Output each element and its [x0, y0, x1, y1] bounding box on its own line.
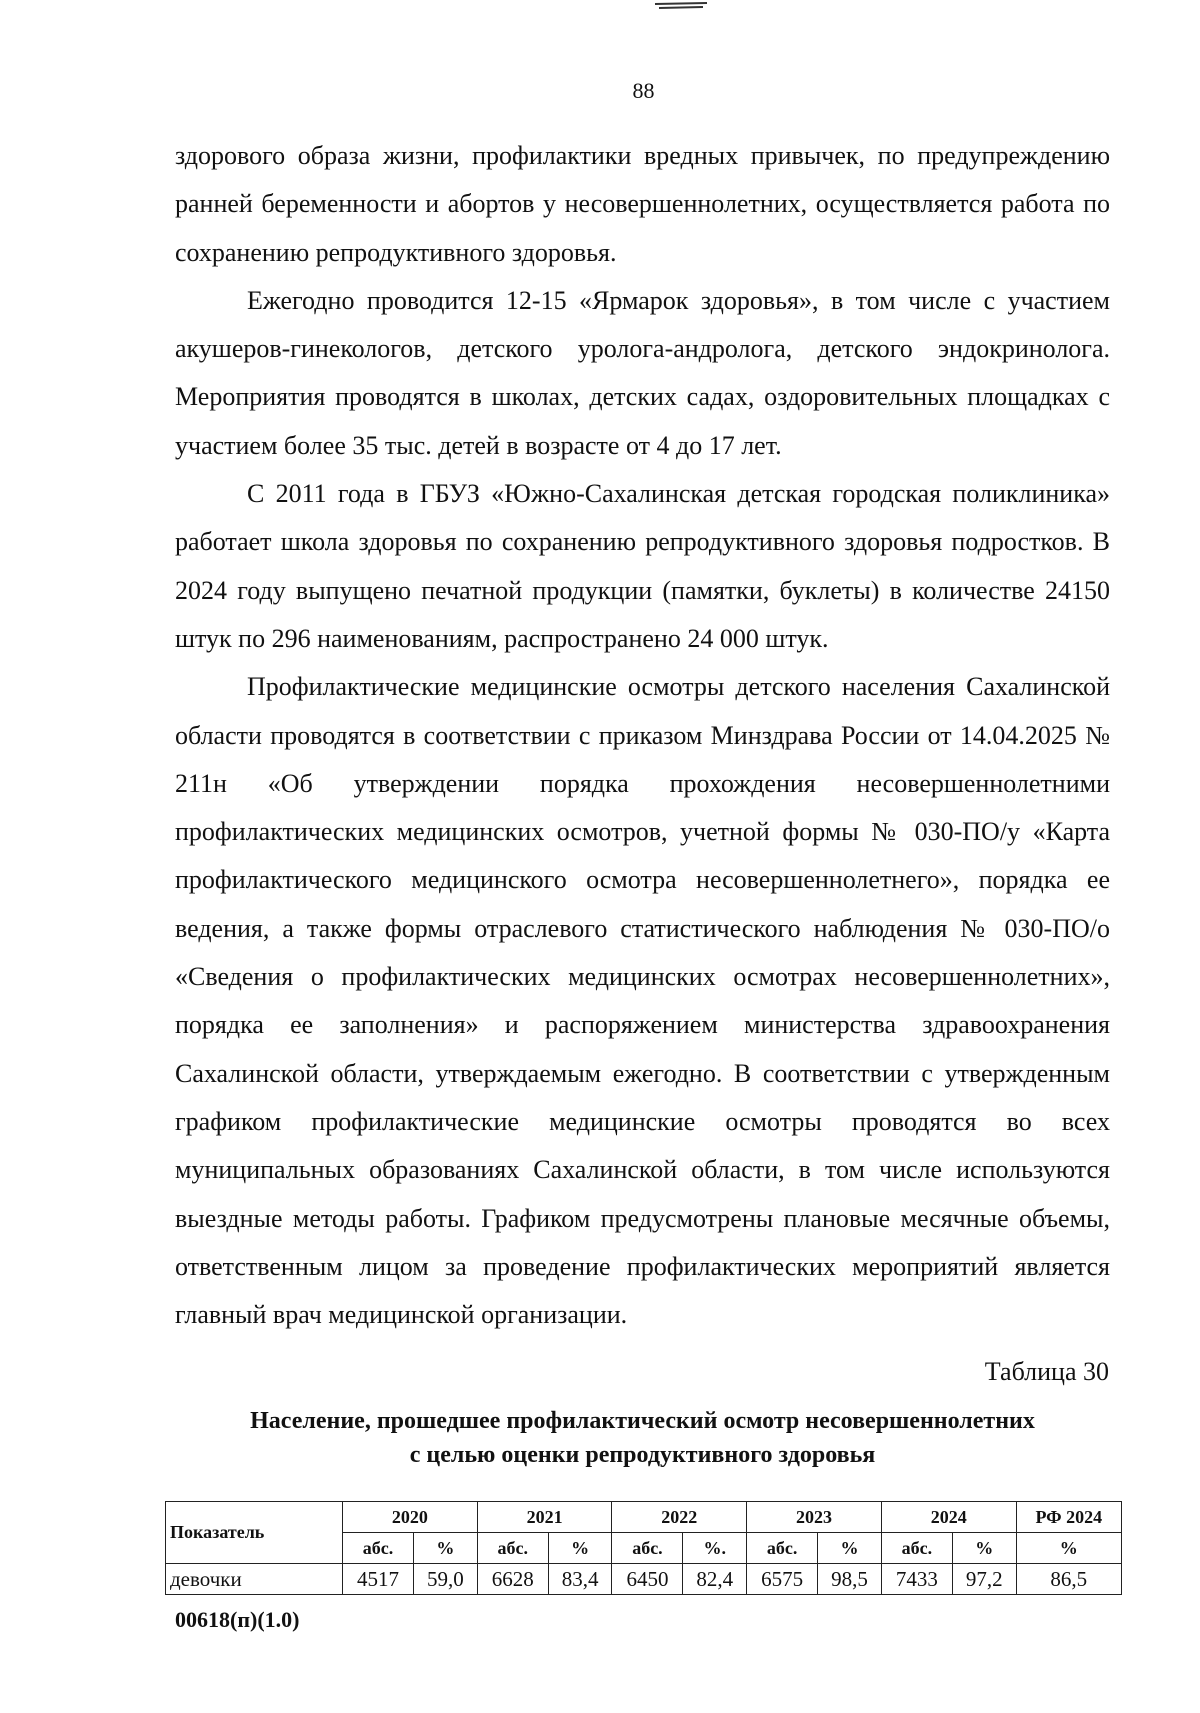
subheader-percent: %: [1016, 1533, 1121, 1564]
column-header-year: 2023: [747, 1502, 882, 1533]
table-cell: 4517: [343, 1564, 414, 1595]
paragraph: Профилактические медицинские осмотры детского населения Сахалинской области проводятся в соответствии с приказом Минздрава России от 14.04.2025 № 211н «Об утверждении порядка прохождения несовершеннолетними профилактических медицинских осмотров, учетной формы № 030-ПО/у «Карта профилактического медицинского осмотра несовершеннолетнего», порядка ее ведения, а также формы отраслевого статистического наблюдения № 030-ПО/о «Сведения о профилактических медицинских осмотрах несовершеннолетних», порядка ее заполнения» и распоряжением министерства здравоохранения Сахалинской области, утверждаемым ежегодно. В соответствии с утвержденным графиком профилактические медицинские осмотры проводятся во всех муниципальных образованиях Сахалинской области, в том числе используются выездные методы работы. Графиком предусмотрены плановые месячные объемы, ответственным лицом за проведение профилактических мероприятий является главный врач медицинской организации.: [175, 672, 1110, 1330]
subheader-percent: %: [952, 1533, 1016, 1564]
table-cell: 98,5: [818, 1564, 882, 1595]
table-header-row: [166, 1502, 1122, 1533]
paragraph: здорового образа жизни, профилактики вредных привычек, по предупреждению ранней беременности и абортов у несовершеннолетних, осуществляется работа по сохранению репродуктивного здоровья.: [175, 141, 1110, 267]
table-title: [175, 1404, 1110, 1472]
table-cell: 59,0: [414, 1564, 478, 1595]
page-number: 88: [632, 78, 655, 103]
table-cell: 6575: [747, 1564, 818, 1595]
table-cell: 6450: [612, 1564, 683, 1595]
body-text: [175, 132, 1110, 1339]
subheader-abs: абс.: [612, 1533, 683, 1564]
table-cell: 97,2: [952, 1564, 1016, 1595]
subheader-abs: абс.: [477, 1533, 548, 1564]
table-cell: 7433: [881, 1564, 952, 1595]
subheader-percent: %: [818, 1533, 882, 1564]
table-cell: 83,4: [548, 1564, 612, 1595]
data-table: [165, 1501, 1122, 1595]
document-code: 00618(п)(1.0): [175, 1607, 300, 1632]
table-cell: 86,5: [1016, 1564, 1121, 1595]
column-header-year: 2021: [477, 1502, 612, 1533]
subheader-percent: %.: [683, 1533, 747, 1564]
subheader-abs: абс.: [747, 1533, 818, 1564]
scan-mark: [653, 0, 709, 12]
table-title-line: Население, прошедшее профилактический осмотр несовершеннолетних: [250, 1408, 1035, 1434]
subheader-percent: %: [414, 1533, 478, 1564]
table-cell: 6628: [477, 1564, 548, 1595]
subheader-percent: %: [548, 1533, 612, 1564]
table-caption: Таблица 30: [984, 1357, 1109, 1386]
column-header-year: 2020: [343, 1502, 478, 1533]
column-header-year: 2022: [612, 1502, 747, 1533]
row-label: девочки: [166, 1564, 343, 1595]
paragraph: Ежегодно проводится 12-15 «Ярмарок здоровья», в том числе с участием акушеров-гинекологов, детского уролога-андролога, детского эндокринолога. Мероприятия проводятся в школах, детских садах, оздоровительных площадках с участием более 35 тыс. детей в возрасте от 4 до 17 лет.: [175, 285, 1110, 460]
table-title-line: с целью оценки репродуктивного здоровья: [409, 1442, 876, 1468]
subheader-abs: абс.: [881, 1533, 952, 1564]
table-cell: 82,4: [683, 1564, 747, 1595]
subheader-abs: абс.: [343, 1533, 414, 1564]
column-header-indicator: Показатель: [166, 1502, 343, 1564]
table-row: [166, 1564, 1122, 1595]
paragraph: С 2011 года в ГБУЗ «Южно-Сахалинская детская городская поликлиника» работает школа здоровья по сохранению репродуктивного здоровья подростков. В 2024 году выпущено печатной продукции (памятки, буклеты) в количестве 24150 штук по 296 наименованиям, распространено 24 000 штук.: [175, 479, 1110, 653]
column-header-year: 2024: [881, 1502, 1016, 1533]
column-header-year: РФ 2024: [1016, 1502, 1121, 1533]
